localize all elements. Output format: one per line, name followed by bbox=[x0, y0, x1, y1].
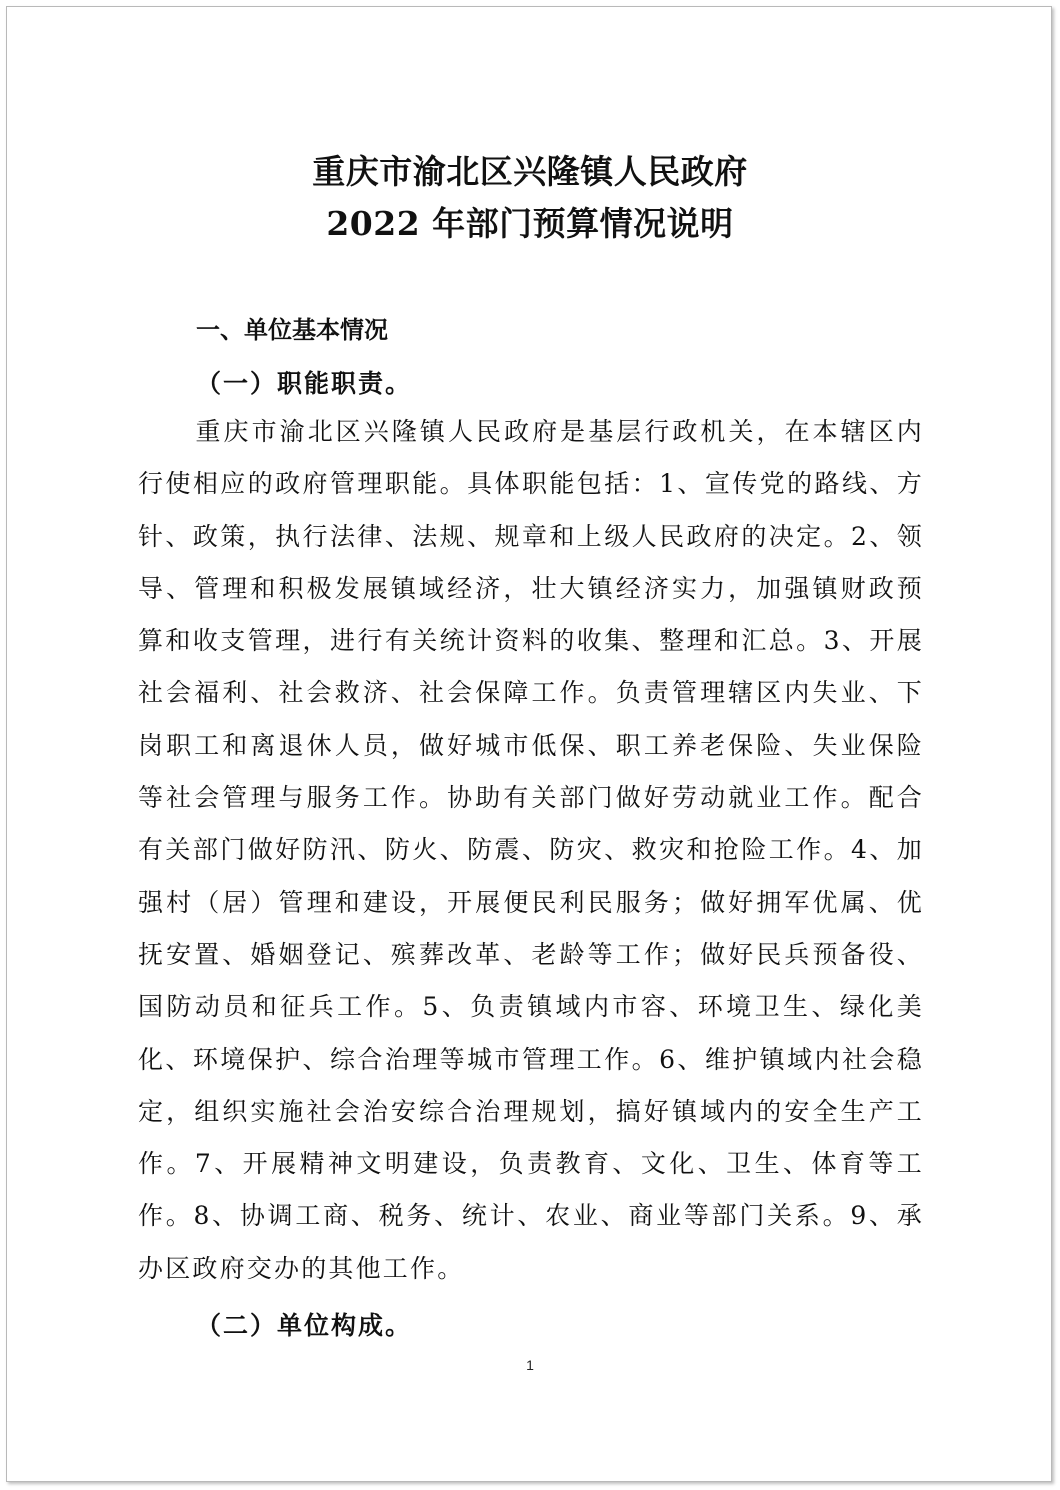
section-heading: 一、单位基本情况 bbox=[196, 316, 388, 344]
document-title: 重庆市渝北区兴隆镇人民政府 bbox=[312, 152, 748, 191]
document-subtitle: 2022 年部门预算情况说明 bbox=[326, 204, 734, 243]
subsection-heading-duties: （一）职能职责。 bbox=[196, 369, 413, 398]
duties-paragraph: 重庆市渝北区兴隆镇人民政府是基层行政机关，在本辖区内行使相应的政府管理职能。具体职能包括：1、宣传党的路线、方针、政策，执行法律、法规、规章和上级人民政府的决定。2、领导、管理和积极发展镇域经济，壮大镇经济实力，加强镇财政预算和收支管理，进行有关统计资料的收集、整理和汇总。3、开展社会福利、社会救济、社会保障工作。负责管理辖区内失业、下岗职工和离退休人员，做好城市低保、职工养老保险、失业保险等社会管理与服务工作。协助有关部门做好劳动就业工作。配合有关部门做好防汛、防火、防震、防灾、救灾和抢险工作。4、加强村（居）管理和建设，开展便民利民服务；做好拥军优属、优抚安置、婚姻登记、殡葬改革、老龄等工作；做好民兵预备役、国防动员和征兵工作。5、负责镇域内市容、环境卫生、绿化美化、环境保护、综合治理等城市管理工作。6、维护镇域内社会稳定，组织实施社会治安综合治理规划，搞好镇域内的安全生产工作。7、开展精神文明建设，负责教育、文化、卫生、体育等工作。8、协调工商、税务、统计、农业、商业等部门关系。9、承办区政府交办的其他工作。 bbox=[138, 417, 924, 1283]
subsection-heading-composition: （二）单位构成。 bbox=[196, 1311, 413, 1340]
page-number: 1 bbox=[526, 1357, 534, 1373]
